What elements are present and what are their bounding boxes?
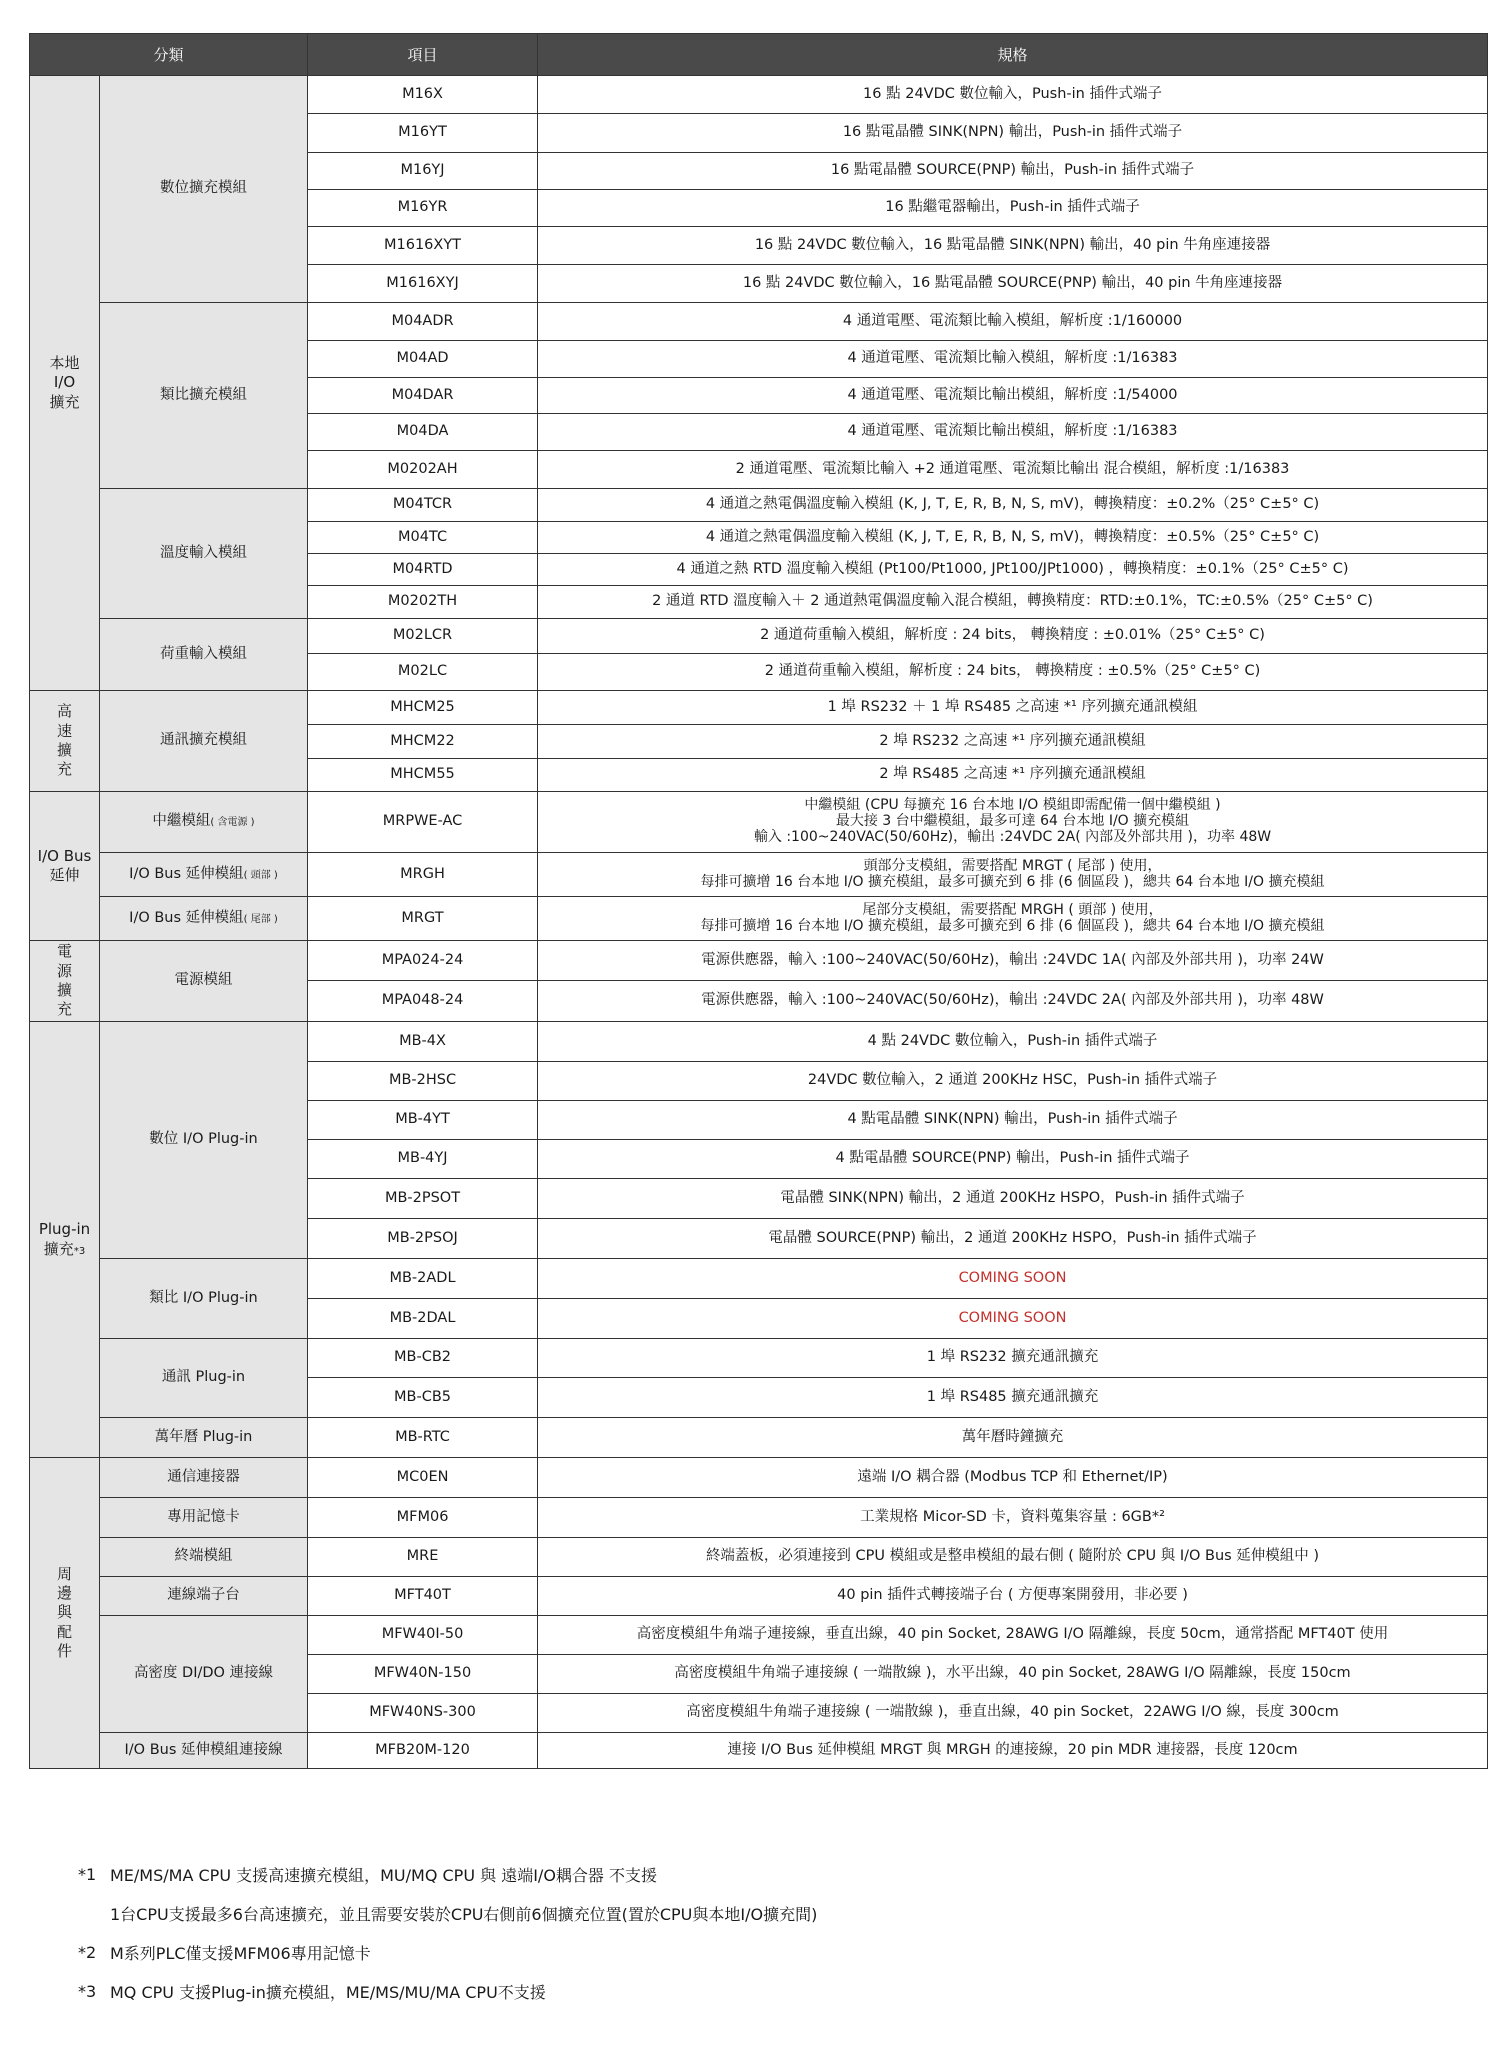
spec-cell: 高密度模組牛角端子連接線 ( 一端散線 )，垂直出線，40 pin Socket，22AWG I/O 線，長度 300cm: [538, 1694, 1488, 1733]
model-cell: MPA024-24: [308, 941, 538, 981]
model-cell: MRGT: [308, 897, 538, 941]
spec-cell: 終端蓋板，必須連接到 CPU 模組或是整串模組的最右側 ( 隨附於 CPU 與 I/O Bus 延伸模組中 ): [538, 1538, 1488, 1577]
spec-cell: 1 埠 RS232 擴充通訊擴充: [538, 1339, 1488, 1378]
spec-cell: 中繼模組 (CPU 每擴充 16 台本地 I/O 模組即需配備一個中繼模組 ) 最大接 3 台中繼模組，最多可達 64 台本地 I/O 擴充模組 輸入 :100~240VAC(50/60Hz)，輸出 :24VDC 2A( 內部及外部共用 )，功率 48W: [538, 792, 1488, 853]
subcategory-cell: [100, 1733, 308, 1769]
subcategory-label: 類比 I/O Plug-in: [149, 1289, 258, 1306]
model-cell: MRPWE-AC: [308, 792, 538, 853]
model-cell: M02LCR: [308, 619, 538, 654]
model-cell: MHCM22: [308, 725, 538, 759]
spec-cell: 16 點電晶體 SINK(NPN) 輸出，Push-in 插件式端子: [538, 114, 1488, 153]
subcategory-label: I/O Bus 延伸模組連接線: [124, 1741, 283, 1758]
model-cell: MFB20M-120: [308, 1733, 538, 1769]
model-cell: M16YJ: [308, 153, 538, 190]
footnote-marker: *2: [78, 1943, 97, 1962]
subcategory-cell: [100, 76, 308, 303]
spec-cell: 電晶體 SINK(NPN) 輸出，2 通道 200KHz HSPO，Push-in 插件式端子: [538, 1179, 1488, 1219]
model-cell: MB-CB5: [308, 1378, 538, 1418]
coming-soon-label: COMING SOON: [538, 1299, 1488, 1339]
table-row: [30, 619, 1488, 654]
spec-cell: 尾部分支模組，需要搭配 MRGH ( 頭部 ) 使用， 每排可擴增 16 台本地 I/O 擴充模組，最多可擴充到 6 排 (6 個區段 )，總共 64 台本地 I/O 擴充模組: [538, 897, 1488, 941]
model-cell: MB-4YT: [308, 1101, 538, 1140]
spec-cell: 4 點電晶體 SOURCE(PNP) 輸出，Push-in 插件式端子: [538, 1140, 1488, 1179]
subcategory-label: 萬年曆 Plug-in: [154, 1428, 253, 1445]
footnote-marker: *3: [78, 1982, 97, 2001]
spec-cell: 16 點 24VDC 數位輸入，16 點電晶體 SINK(NPN) 輸出，40 pin 牛角座連接器: [538, 227, 1488, 265]
table-row: [30, 1616, 1488, 1655]
spec-cell: 4 通道電壓、電流類比輸入模組，解析度 :1/160000: [538, 303, 1488, 341]
model-cell: M1616XYT: [308, 227, 538, 265]
spec-cell: 2 通道電壓、電流類比輸入 +2 通道電壓、電流類比輸出 混合模組，解析度 :1/16383: [538, 451, 1488, 489]
spec-cell: 2 通道荷重輸入模組，解析度 : 24 bits， 轉換精度 : ±0.01%（25° C±5° C): [538, 619, 1488, 654]
model-cell: MFM06: [308, 1498, 538, 1538]
spec-cell: 40 pin 插件式轉接端子台 ( 方便專案開發用，非必要 ): [538, 1577, 1488, 1616]
footnote: [78, 1855, 817, 1894]
subcategory-note: ( 尾部 ): [243, 913, 278, 925]
spec-cell: 16 點 24VDC 數位輸入，16 點電晶體 SOURCE(PNP) 輸出，40 pin 牛角座連接器: [538, 265, 1488, 303]
subcategory-cell: [100, 1458, 308, 1498]
spec-cell: 4 通道電壓、電流類比輸出模組，解析度 :1/16383: [538, 414, 1488, 451]
table-row: [30, 1538, 1488, 1577]
subcategory-cell: [100, 1498, 308, 1538]
category-cell: [30, 691, 100, 792]
subcategory-label: 電源模組: [174, 972, 233, 989]
category-cell: [30, 1022, 100, 1458]
spec-cell: 遠端 I/O 耦合器 (Modbus TCP 和 Ethernet/IP): [538, 1458, 1488, 1498]
table-header-row: [30, 34, 1488, 76]
footnote-text: ME/MS/MA CPU 支援高速擴充模組，MU/MQ CPU 與 遠端I/O耦合器 不支援: [110, 1866, 657, 1885]
footnote: [78, 1972, 817, 2011]
category-label: 高 速 擴 充: [56, 702, 72, 779]
subcategory-cell: [100, 941, 308, 1022]
footnote-text: 1台CPU支援最多6台高速擴充，並且需要安裝於CPU右側前6個擴充位置(置於CPU與本地I/O擴充間): [110, 1905, 818, 1924]
coming-soon-label: COMING SOON: [538, 1259, 1488, 1299]
model-cell: MB-2DAL: [308, 1299, 538, 1339]
table-row: [30, 1458, 1488, 1498]
category-label: 本地 I/O 擴充: [49, 353, 80, 411]
table-row: [30, 1733, 1488, 1769]
model-cell: M16YR: [308, 190, 538, 227]
model-cell: M0202AH: [308, 451, 538, 489]
subcategory-label: I/O Bus 延伸模組: [129, 865, 244, 882]
spec-cell: 頭部分支模組，需要搭配 MRGT ( 尾部 ) 使用， 每排可擴增 16 台本地 I/O 擴充模組，最多可擴充到 6 排 (6 個區段 )，總共 64 台本地 I/O 擴充模組: [538, 853, 1488, 897]
spec-cell: 2 通道 RTD 溫度輸入＋ 2 通道熱電偶溫度輸入混合模組，轉換精度：RTD:±0.1%，TC:±0.5%（25° C±5° C): [538, 586, 1488, 619]
category-label: I/O Bus 延伸: [37, 846, 92, 884]
model-cell: MB-CB2: [308, 1339, 538, 1378]
spec-cell: 工業規格 Micor-SD 卡，資料蒐集容量 : 6GB*²: [538, 1498, 1488, 1538]
model-cell: MHCM55: [308, 759, 538, 792]
table-row: [30, 489, 1488, 522]
spec-cell: 4 通道之熱 RTD 溫度輸入模組 (Pt100/Pt1000, JPt100/JPt1000) ，轉換精度：±0.1%（25° C±5° C): [538, 554, 1488, 586]
category-cell: [30, 76, 100, 691]
spec-cell: 2 埠 RS485 之高速 *¹ 序列擴充通訊模組: [538, 759, 1488, 792]
subcategory-label: 專用記憶卡: [167, 1508, 240, 1525]
table-row: [30, 76, 1488, 114]
model-cell: M04AD: [308, 341, 538, 378]
table-body: [30, 76, 1488, 1769]
footnote-text: M系列PLC僅支援MFM06專用記憶卡: [110, 1944, 371, 1963]
category-label: 電 源 擴 充: [56, 942, 72, 1019]
subcategory-cell: [100, 619, 308, 691]
model-cell: M04RTD: [308, 554, 538, 586]
category-label: 周 邊 與 配 件: [56, 1564, 72, 1661]
table-row: [30, 1577, 1488, 1616]
table-row: [30, 1339, 1488, 1378]
subcategory-label: 通訊 Plug-in: [161, 1369, 246, 1386]
spec-cell: 電晶體 SOURCE(PNP) 輸出，2 通道 200KHz HSPO，Push-in 插件式端子: [538, 1219, 1488, 1259]
model-cell: MB-2PSOT: [308, 1179, 538, 1219]
header-spec: 規格: [538, 34, 1488, 76]
subcategory-cell: [100, 792, 308, 853]
table-row: [30, 941, 1488, 981]
model-cell: MB-2PSOJ: [308, 1219, 538, 1259]
spec-cell: 16 點繼電器輸出，Push-in 插件式端子: [538, 190, 1488, 227]
model-cell: MRGH: [308, 853, 538, 897]
spec-cell: 24VDC 數位輸入，2 通道 200KHz HSC，Push-in 插件式端子: [538, 1062, 1488, 1101]
footnote-marker: *1: [78, 1865, 97, 1884]
spec-cell: 4 通道之熱電偶溫度輸入模組 (K, J, T, E, R, B, N, S, mV)，轉換精度：±0.5%（25° C±5° C): [538, 522, 1488, 554]
spec-cell: 4 點電晶體 SINK(NPN) 輸出，Push-in 插件式端子: [538, 1101, 1488, 1140]
subcategory-label: 荷重輸入模組: [160, 645, 247, 662]
subcategory-label: 高密度 DI/DO 連接線: [133, 1665, 274, 1682]
model-cell: M04TC: [308, 522, 538, 554]
category-footnote-ref: *3: [73, 1245, 86, 1257]
model-cell: M0202TH: [308, 586, 538, 619]
table-row: [30, 303, 1488, 341]
spec-cell: 2 通道荷重輸入模組，解析度 : 24 bits， 轉換精度 : ±0.5%（25° C±5° C): [538, 654, 1488, 691]
spec-cell: 4 點 24VDC 數位輸入，Push-in 插件式端子: [538, 1022, 1488, 1062]
model-cell: MPA048-24: [308, 981, 538, 1022]
model-cell: MFT40T: [308, 1577, 538, 1616]
subcategory-label: 數位 I/O Plug-in: [149, 1131, 258, 1148]
footnote-text: MQ CPU 支援Plug-in擴充模組，ME/MS/MU/MA CPU不支援: [110, 1983, 546, 2002]
model-cell: M02LC: [308, 654, 538, 691]
table-row: [30, 897, 1488, 941]
model-cell: MB-4X: [308, 1022, 538, 1062]
subcategory-cell: [100, 1418, 308, 1458]
subcategory-cell: [100, 853, 308, 897]
model-cell: MFW40N-150: [308, 1655, 538, 1694]
model-cell: M16X: [308, 76, 538, 114]
subcategory-cell: [100, 1616, 308, 1733]
model-cell: M04DAR: [308, 378, 538, 414]
model-cell: M16YT: [308, 114, 538, 153]
table-row: [30, 1418, 1488, 1458]
model-cell: MC0EN: [308, 1458, 538, 1498]
spec-cell: 高密度模組牛角端子連接線 ( 一端散線 )，水平出線，40 pin Socket, 28AWG I/O 隔離線，長度 150cm: [538, 1655, 1488, 1694]
subcategory-label: 連線端子台: [167, 1587, 240, 1604]
model-cell: M04TCR: [308, 489, 538, 522]
table-row: [30, 853, 1488, 897]
header-item: 項目: [308, 34, 538, 76]
subcategory-cell: [100, 1022, 308, 1259]
subcategory-note: ( 頭部 ): [243, 869, 278, 881]
spec-cell: 電源供應器，輸入 :100~240VAC(50/60Hz)，輸出 :24VDC 2A( 內部及外部共用 )，功率 48W: [538, 981, 1488, 1022]
category-cell: [30, 792, 100, 941]
table-row: [30, 792, 1488, 853]
spec-cell: 連接 I/O Bus 延伸模組 MRGT 與 MRGH 的連接線，20 pin MDR 連接器，長度 120cm: [538, 1733, 1488, 1769]
subcategory-label: 中繼模組: [152, 813, 211, 830]
subcategory-label: I/O Bus 延伸模組: [129, 909, 244, 926]
subcategory-label: 通訊擴充模組: [160, 732, 247, 749]
subcategory-cell: [100, 1339, 308, 1418]
model-cell: MB-4YJ: [308, 1140, 538, 1179]
category-cell: [30, 941, 100, 1022]
spec-cell: 萬年曆時鐘擴充: [538, 1418, 1488, 1458]
subcategory-note: ( 含電源 ): [210, 817, 255, 829]
model-cell: M04DA: [308, 414, 538, 451]
header-category: 分類: [30, 34, 308, 76]
category-label: Plug-in 擴充: [38, 1220, 91, 1258]
spec-cell: 1 埠 RS232 ＋ 1 埠 RS485 之高速 *¹ 序列擴充通訊模組: [538, 691, 1488, 725]
spec-cell: 16 點電晶體 SOURCE(PNP) 輸出，Push-in 插件式端子: [538, 153, 1488, 190]
subcategory-cell: [100, 1538, 308, 1577]
spec-cell: 16 點 24VDC 數位輸入，Push-in 插件式端子: [538, 76, 1488, 114]
subcategory-label: 類比擴充模組: [160, 386, 247, 403]
model-cell: MFW40NS-300: [308, 1694, 538, 1733]
model-cell: M1616XYJ: [308, 265, 538, 303]
subcategory-cell: [100, 691, 308, 792]
table-row: [30, 1259, 1488, 1299]
spec-cell: 電源供應器，輸入 :100~240VAC(50/60Hz)，輸出 :24VDC 1A( 內部及外部共用 )，功率 24W: [538, 941, 1488, 981]
subcategory-cell: [100, 1577, 308, 1616]
table-row: [30, 1498, 1488, 1538]
footnote: [78, 1933, 817, 1972]
table-row: [30, 1022, 1488, 1062]
spec-cell: 4 通道之熱電偶溫度輸入模組 (K, J, T, E, R, B, N, S, mV)，轉換精度：±0.2%（25° C±5° C): [538, 489, 1488, 522]
model-cell: MB-2HSC: [308, 1062, 538, 1101]
model-cell: MB-2ADL: [308, 1259, 538, 1299]
model-cell: MB-RTC: [308, 1418, 538, 1458]
table-row: [30, 691, 1488, 725]
footnotes: [78, 1855, 817, 2011]
model-cell: M04ADR: [308, 303, 538, 341]
spec-cell: 1 埠 RS485 擴充通訊擴充: [538, 1378, 1488, 1418]
subcategory-label: 通信連接器: [167, 1468, 240, 1485]
category-cell: [30, 1458, 100, 1769]
subcategory-label: 數位擴充模組: [160, 180, 247, 197]
subcategory-label: 溫度輸入模組: [160, 544, 247, 561]
spec-cell: 4 通道電壓、電流類比輸入模組，解析度 :1/16383: [538, 341, 1488, 378]
spec-cell: 4 通道電壓、電流類比輸出模組，解析度 :1/54000: [538, 378, 1488, 414]
model-cell: MRE: [308, 1538, 538, 1577]
model-cell: MFW40I-50: [308, 1616, 538, 1655]
subcategory-cell: [100, 303, 308, 489]
subcategory-cell: [100, 897, 308, 941]
subcategory-label: 終端模組: [174, 1548, 233, 1565]
subcategory-cell: [100, 1259, 308, 1339]
subcategory-cell: [100, 489, 308, 619]
spec-cell: 2 埠 RS232 之高速 *¹ 序列擴充通訊模組: [538, 725, 1488, 759]
spec-cell: 高密度模組牛角端子連接線，垂直出線，40 pin Socket, 28AWG I/O 隔離線，長度 50cm，通常搭配 MFT40T 使用: [538, 1616, 1488, 1655]
model-cell: MHCM25: [308, 691, 538, 725]
spec-table: [29, 33, 1488, 1769]
footnote: [78, 1894, 817, 1933]
